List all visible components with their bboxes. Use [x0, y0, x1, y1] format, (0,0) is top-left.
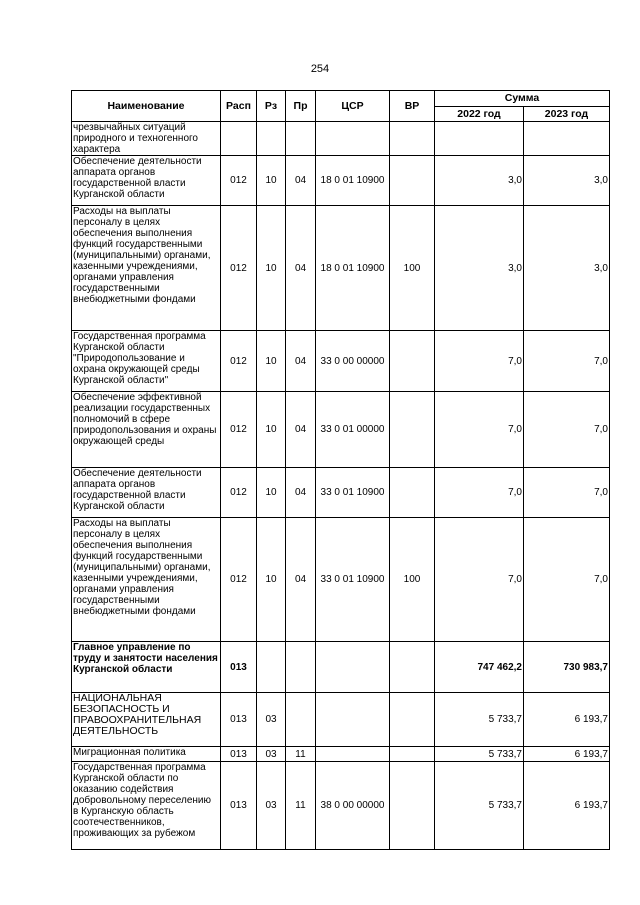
row-rasp: 013	[221, 642, 257, 693]
row-rasp: 012	[221, 392, 257, 468]
row-csr: 18 0 01 10900	[316, 206, 390, 331]
header-sum: Сумма	[435, 91, 610, 107]
row-csr: 33 0 01 00000	[316, 392, 390, 468]
row-csr: 33 0 00 00000	[316, 331, 390, 392]
row-vr	[390, 331, 435, 392]
header-rz: Рз	[257, 91, 286, 122]
row-sum-2023	[524, 122, 610, 156]
row-sum-2023: 6 193,7	[524, 747, 610, 762]
row-vr	[390, 122, 435, 156]
row-rz	[257, 642, 286, 693]
row-name: НАЦИОНАЛЬНАЯ БЕЗОПАСНОСТЬ И ПРАВООХРАНИТЕЛЬНАЯ ДЕЯТЕЛЬНОСТЬ	[72, 693, 221, 747]
row-pr: 11	[286, 747, 316, 762]
row-sum-2023: 7,0	[524, 468, 610, 518]
header-name: Наименование	[72, 91, 221, 122]
row-name: Государственная программа Курганской области "Природопользование и охрана окружающей среды Курганской области"	[72, 331, 221, 392]
row-rz: 10	[257, 331, 286, 392]
row-rasp: 012	[221, 206, 257, 331]
row-rasp: 013	[221, 747, 257, 762]
row-sum-2023: 6 193,7	[524, 693, 610, 747]
row-csr	[316, 122, 390, 156]
row-vr	[390, 747, 435, 762]
row-name: Обеспечение деятельности аппарата органов государственной власти Курганской области	[72, 468, 221, 518]
row-sum-2023: 7,0	[524, 331, 610, 392]
row-rasp: 013	[221, 762, 257, 850]
row-pr: 04	[286, 206, 316, 331]
row-pr	[286, 693, 316, 747]
row-vr	[390, 392, 435, 468]
row-rz	[257, 122, 286, 156]
header-rasp: Расп	[221, 91, 257, 122]
row-sum-2022: 3,0	[435, 156, 524, 206]
row-name: чрезвычайных ситуаций природного и техногенного характера	[72, 122, 221, 156]
row-sum-2022: 7,0	[435, 468, 524, 518]
row-csr: 33 0 01 10900	[316, 468, 390, 518]
table-row	[72, 206, 610, 331]
table-row	[72, 331, 610, 392]
row-sum-2022: 7,0	[435, 392, 524, 468]
row-vr	[390, 156, 435, 206]
row-sum-2022	[435, 122, 524, 156]
header-2022: 2022 год	[435, 107, 524, 122]
row-csr	[316, 747, 390, 762]
row-sum-2022: 3,0	[435, 206, 524, 331]
row-vr	[390, 468, 435, 518]
row-rasp: 012	[221, 156, 257, 206]
row-sum-2023: 730 983,7	[524, 642, 610, 693]
budget-table	[71, 90, 610, 850]
row-pr: 04	[286, 392, 316, 468]
row-vr: 100	[390, 206, 435, 331]
page-number: 254	[310, 63, 330, 75]
row-sum-2022: 5 733,7	[435, 693, 524, 747]
row-pr: 04	[286, 156, 316, 206]
row-name: Главное управление по труду и занятости населения Курганской области	[72, 642, 221, 693]
header-pr: Пр	[286, 91, 316, 122]
row-csr: 38 0 00 00000	[316, 762, 390, 850]
row-csr	[316, 693, 390, 747]
row-name: Обеспечение деятельности аппарата органов государственной власти Курганской области	[72, 156, 221, 206]
row-pr: 11	[286, 762, 316, 850]
row-csr	[316, 642, 390, 693]
row-csr: 33 0 01 10900	[316, 518, 390, 642]
row-pr: 04	[286, 331, 316, 392]
row-pr	[286, 122, 316, 156]
row-rz: 10	[257, 206, 286, 331]
row-name: Расходы на выплаты персоналу в целях обеспечения выполнения функций государственными (муниципальными) органами, казенными учреждениями, органами управления государственными внебюджетными фондами	[72, 518, 221, 642]
table-row	[72, 156, 610, 206]
row-sum-2023: 7,0	[524, 392, 610, 468]
header-2023: 2023 год	[524, 107, 610, 122]
row-rz: 03	[257, 762, 286, 850]
header-vr: ВР	[390, 91, 435, 122]
row-rz: 10	[257, 156, 286, 206]
row-rz: 10	[257, 518, 286, 642]
row-name: Государственная программа Курганской области по оказанию содействия добровольному переселению в Курганскую область соотечественников, проживающих за рубежом	[72, 762, 221, 850]
row-rz: 03	[257, 747, 286, 762]
row-rasp: 012	[221, 331, 257, 392]
row-sum-2022: 747 462,2	[435, 642, 524, 693]
table-row	[72, 642, 610, 693]
row-sum-2023: 6 193,7	[524, 762, 610, 850]
row-sum-2022: 5 733,7	[435, 762, 524, 850]
table-row	[72, 518, 610, 642]
row-rasp: 013	[221, 693, 257, 747]
table-row	[72, 392, 610, 468]
row-vr	[390, 693, 435, 747]
table-row	[72, 468, 610, 518]
row-sum-2023: 7,0	[524, 518, 610, 642]
table-row	[72, 693, 610, 747]
row-vr	[390, 762, 435, 850]
row-name: Миграционная политика	[72, 747, 221, 762]
row-csr: 18 0 01 10900	[316, 156, 390, 206]
row-pr: 04	[286, 468, 316, 518]
row-sum-2023: 3,0	[524, 156, 610, 206]
table-row	[72, 762, 610, 850]
row-pr	[286, 642, 316, 693]
row-sum-2022: 7,0	[435, 518, 524, 642]
row-rz: 03	[257, 693, 286, 747]
table-row	[72, 747, 610, 762]
row-sum-2022: 7,0	[435, 331, 524, 392]
row-pr: 04	[286, 518, 316, 642]
row-rasp: 012	[221, 468, 257, 518]
row-sum-2022: 5 733,7	[435, 747, 524, 762]
row-sum-2023: 3,0	[524, 206, 610, 331]
row-vr: 100	[390, 518, 435, 642]
row-rasp: 012	[221, 518, 257, 642]
row-rasp	[221, 122, 257, 156]
row-vr	[390, 642, 435, 693]
table-row	[72, 122, 610, 156]
row-name: Обеспечение эффективной реализации государственных полномочий в сфере природопользования и охраны окружающей среды	[72, 392, 221, 468]
row-name: Расходы на выплаты персоналу в целях обеспечения выполнения функций государственными (муниципальными) органами, казенными учреждениями, органами управления государственными внебюджетными фондами	[72, 206, 221, 331]
row-rz: 10	[257, 392, 286, 468]
row-rz: 10	[257, 468, 286, 518]
header-csr: ЦСР	[316, 91, 390, 122]
